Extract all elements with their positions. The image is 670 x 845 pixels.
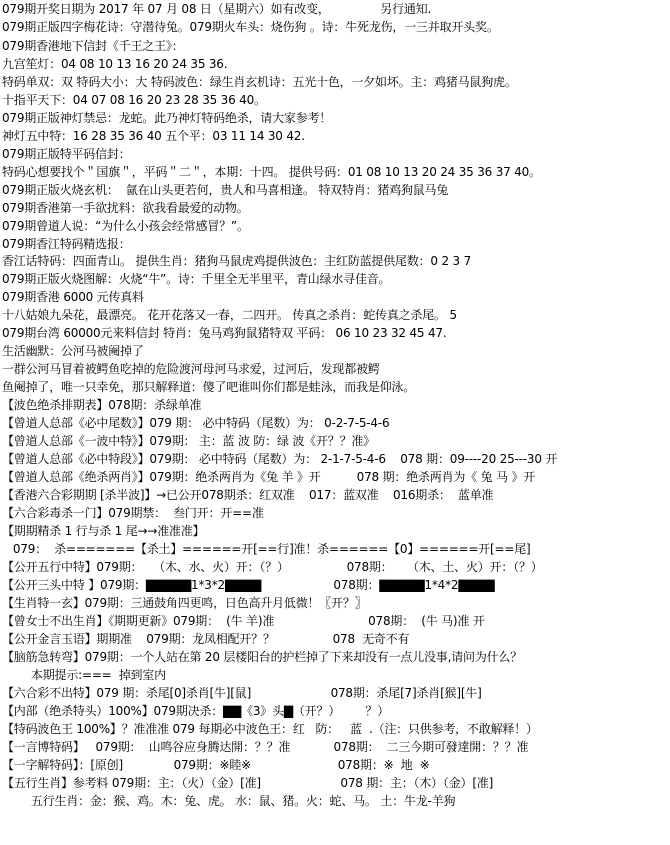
text-line: 079期正版神灯禁忌：龙蛇。此乃神灯特码绝杀，请大家参考！ <box>2 111 332 125</box>
text-line: 【公开金言玉语】期期准 079期：龙凤相配开？？ 078 无奇不有 <box>2 632 410 646</box>
text-line: 079： 杀=======【杀土】======开[==行]准！杀======【0】======开[==尾] <box>2 542 531 556</box>
text-line: 【公开五行中特】079期： （木、水、火）开：（？） 078期： （木、土、火）开：（？） <box>2 560 543 574</box>
text-line: 079期香港第一手欲扰料：欲我看最爱的动物。 <box>2 201 249 215</box>
text-line: 【一字解特码】：[原创] 079期：※睦※ 078期：※ 地 ※ <box>2 758 430 772</box>
text-line: 【曾道人总部《必中特段》】079期： 必中特码（尾数）为： 2-1-7-5-4-6 078 期：09----20 25---30 开 <box>2 452 558 466</box>
text-line: 【脑筋急转弯】079期：一个人站在第 20 层楼阳台的护栏掉了下来却没有一点儿没事,请问为什么？ <box>2 650 523 664</box>
text-line: 【期期精杀 1 行与杀 1 尾→→准准准】 <box>2 524 205 538</box>
text-line: 生活幽默：公河马被阉掉了 <box>2 344 144 358</box>
text-line: 【曾道人总部《一波中特》】079期： 主：蓝 波 防：绿 波《开？？准》 <box>2 434 375 448</box>
text-line: 五行生肖：金：猴、鸡。木：兔、虎。 水：鼠、猪。火：蛇、马。 土：牛龙-羊狗 <box>2 794 456 808</box>
text-line: 十八姑娘九朵花，最漂亮。 花开花落又一春，二四开。 传真之杀肖：蛇传真之杀尾。 5 <box>2 308 457 322</box>
text-line: 香江话特码：四面青山。 提供生肖：猪狗马鼠虎鸡提供波色：主红防蓝提供尾数：0 2 3 7 <box>2 254 472 268</box>
text-line: 特码单双：双 特码大小：大 特码波色：绿生肖玄机诗：五光十色，一夕如坏。主：鸡猪马鼠狗虎。 <box>2 75 517 89</box>
text-line: 本期提示:=== 掉到室内 <box>2 668 166 682</box>
text-line: 【生肖特一玄】079期：三通鼓角四更鸣，日色高升月低微！〖开？〗 <box>2 596 367 610</box>
text-line: 【内部（绝杀特头）100%】079期决杀：▇▇《3》头▇（开？） ？） <box>2 704 390 718</box>
text-line: 【曾道人总部《绝杀两肖》】079期：绝杀两肖为《兔 羊 》开 078 期：绝杀两肖为《 兔 马 》开 <box>2 470 536 484</box>
text-line: 079期正版特平码信封： <box>2 147 131 161</box>
text-line: 079期香江特码精选报： <box>2 237 131 251</box>
text-line: 079期正版四字梅花诗：守潜待兔。079期火车头：烧伤狗 。诗：牛死龙伤，一三并取开头奖。 <box>2 20 499 34</box>
text-line: 079期台湾 60000元来料信封 特肖：兔马鸡狗鼠猪特双 平码： 06 10 23 32 45 47. <box>2 326 447 340</box>
text-line: 神灯五中特：16 28 35 36 40 五个平：03 11 14 30 42. <box>2 129 305 143</box>
text-line: 【公开三头中特 】079期：▇▇▇▇▇1*3*2▇▇▇▇ 078期：▇▇▇▇▇1*4*2▇▇▇▇ <box>2 578 495 592</box>
text-line: 【特码波色王 100%】？准准准 079 每期必中波色王：红 防： 蓝 .（注：只供参考，不敢解释！） <box>2 722 538 736</box>
text-line: 【六合彩不出特】079 期：杀尾[0]杀肖[牛][鼠] 078期：杀尾[7]杀肖[猴][牛] <box>2 686 482 700</box>
text-line: 079期香港地下信封《千王之王》： <box>2 39 184 53</box>
text-line: 【一言博特码】 079期： 山鸣谷应身腾达開：？？准 078期： 二三今期可發達開：？？准 <box>2 740 529 754</box>
text-line: 九宫笙灯：04 08 10 13 16 20 24 35 36. <box>2 57 228 71</box>
text-line: 一群公河马冒着被鳄鱼吃掉的危险渡河母河马求爱，过河后，发现都被鳄 <box>2 362 380 376</box>
text-line: 【五行生肖】参考料 079期：主：（火）（金）[准] 078 期：主：（木）（金）[准] <box>2 776 494 790</box>
text-line: 【波色绝杀排期表】078期：杀绿单准 <box>2 398 202 412</box>
text-line: 079期正版火烧玄机： 氤在山头更若何，贵人和马喜相逢。 特双特肖：猪鸡狗鼠马兔 <box>2 183 449 197</box>
text-line: 【曾道人总部《必中尾数》】079 期： 必中特码（尾数）为： 0-2-7-5-4-6 <box>2 416 390 430</box>
text-line: 十指平天下：04 07 08 16 20 23 28 35 36 40。 <box>2 93 266 107</box>
text-line: 特码心想要找个＂国旗＂，平码＂二＂，本期：十四。 提供号码：01 08 10 13 20 24 35 36 37 40。 <box>2 165 541 179</box>
text-line: 【六合彩毒杀一门】079期禁： 叁门开：开==准 <box>2 506 264 520</box>
text-line: 鱼阉掉了，唯一只幸免，那只解释道：傻了吧谁叫你们都是蛙泳，而我是仰泳。 <box>2 380 416 394</box>
text-line: 079期曾道人说：“为什么小孩会经常感冒？”。 <box>2 219 249 233</box>
text-line: 【曾女士不出生肖】《期期更新》079期： (牛 羊)准 078期： (牛 马)准 开 <box>2 614 485 628</box>
text-line: 【香港六合彩期期 [杀半波]】→已公开078期杀：红双准 017：蓝双准 016期杀： 蓝单准 <box>2 488 494 502</box>
text-line: 079期正版火烧图解：火烧“牛”。诗：千里全无半里平，青山绿水寻佳音。 <box>2 272 391 286</box>
text-line: 079期开奖日期为 2017 年 07 月 08 日（星期六）如有改变， 另行通知. <box>2 2 432 16</box>
text-line: 079期香港 6000 元传真料 <box>2 290 144 304</box>
